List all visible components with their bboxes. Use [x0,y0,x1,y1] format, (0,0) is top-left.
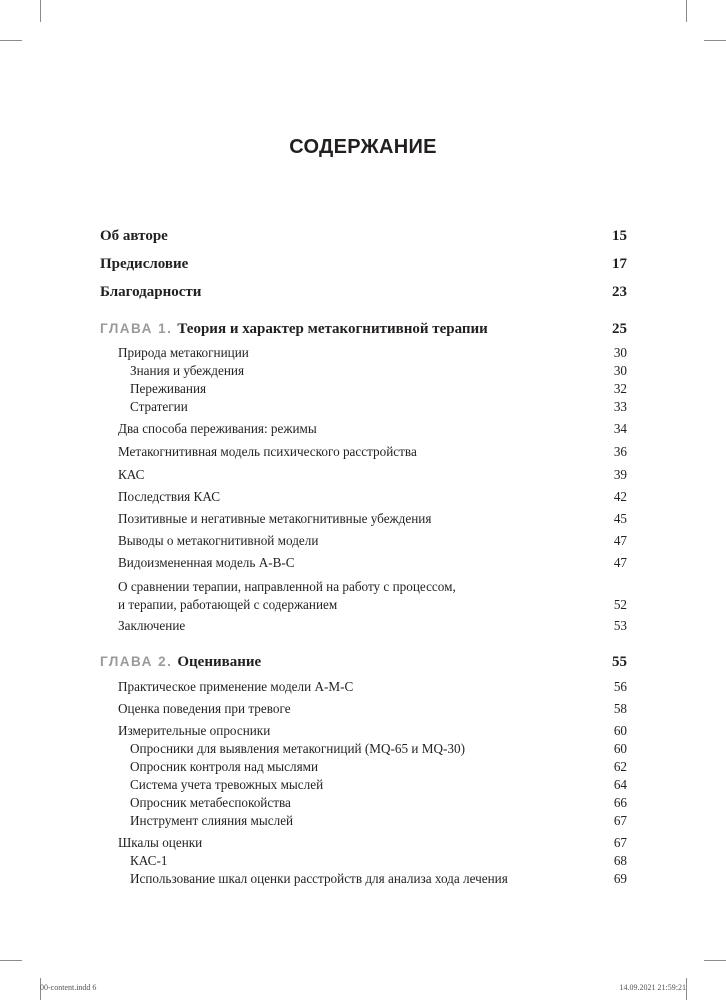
toc-section-page: 42 [613,489,627,504]
toc-section-label: Позитивные и негативные метакогнитивные убеждения [118,511,432,526]
toc-entry-label: Предисловие [100,256,189,272]
toc-section[interactable] [118,511,627,527]
toc-section-label: Заключение [118,618,186,633]
crop-mark [0,40,22,41]
chapter-prefix: ГЛАВА 1. [100,321,173,336]
toc-subsection[interactable] [130,795,627,811]
crop-mark [704,960,726,961]
toc-entry-label: Благодарности [100,284,202,300]
toc-section-page: 47 [613,555,627,570]
toc-entry-page: 17 [612,256,627,272]
crop-mark [686,978,687,1000]
toc-section[interactable] [118,345,627,361]
page-title: СОДЕРЖАНИЕ [289,136,437,158]
footer-filename: 00-content.indd 6 [40,983,97,992]
toc-section-label: Практическое применение модели А-М-С [118,679,354,694]
toc-section-label: Измерительные опросники [118,723,271,738]
toc-section-label: Опросник метабеспокойства [130,795,291,810]
toc-section-page: 30 [613,345,627,360]
toc-section-page: 32 [613,381,627,396]
toc-section-page: 56 [613,679,627,694]
toc-section[interactable] [118,533,627,549]
toc-section-page: 39 [613,467,627,482]
toc-section-label: Шкалы оценки [118,835,203,850]
chapter-title: Оценивание [177,654,262,670]
toc-section[interactable] [118,723,627,739]
toc-section-page: 33 [613,399,627,414]
toc-section[interactable] [118,467,627,483]
toc-section-page: 62 [613,759,627,774]
toc-section-page: 60 [613,723,627,738]
toc-section[interactable] [118,835,627,851]
toc-section-label: Переживания [130,381,207,396]
toc-section-page: 47 [613,533,627,548]
toc-chapter-2[interactable] [100,654,627,671]
toc-section-page: 45 [613,511,627,526]
toc-section-label: Опросники для выявления метакогниций (MQ-65 и MQ-30) [130,741,465,756]
toc-section-label: Два способа переживания: режимы [118,421,317,436]
toc-entry-page: 55 [612,654,627,670]
toc-entry-label: Об авторе [100,228,168,244]
toc-subsection[interactable] [130,777,627,793]
toc-section-page: 60 [613,741,627,756]
chapter-prefix: ГЛАВА 2. [100,654,173,669]
toc-section-label: Последствия КАС [118,489,220,504]
toc-section[interactable] [118,489,627,505]
toc-subsection[interactable] [130,381,627,397]
toc-section-label: Выводы о метакогнитивной модели [118,533,319,548]
toc-subsection[interactable] [130,813,627,829]
toc-section-page: 64 [613,777,627,792]
crop-mark [704,40,726,41]
toc-entry-acknowledgements[interactable] [100,284,627,301]
toc-subsection[interactable] [130,399,627,415]
toc-section-page: 66 [613,795,627,810]
toc-section-label: Система учета тревожных мыслей [130,777,324,792]
toc-section-label: О сравнении терапии, направленной на работу с процессом, [118,579,456,594]
toc-entry-about-author[interactable] [100,228,627,245]
toc-section-label: КАС [118,467,145,482]
toc-subsection[interactable] [130,871,627,887]
footer-timestamp: 14.09.2021 21:59:21 [619,983,686,992]
toc-entry-page: 25 [612,321,627,337]
toc-entry-page: 15 [612,228,627,244]
toc-subsection[interactable] [130,741,627,757]
toc-section-label: Стратегии [130,399,188,414]
toc-section[interactable] [118,421,627,437]
crop-mark [40,0,41,22]
toc-section-page: 53 [613,618,627,633]
toc-section-label: КАС-1 [130,853,168,868]
toc-subsection[interactable] [130,759,627,775]
toc-section[interactable] [118,578,627,614]
toc-section-page: 67 [613,835,627,850]
toc-subsection[interactable] [130,363,627,379]
toc-section-page: 69 [613,871,627,886]
chapter-title: Теория и характер метакогнитивной терапии [177,321,488,337]
toc-section-label: Метакогнитивная модель психического расстройства [118,444,417,459]
crop-mark [686,0,687,22]
toc-subsection[interactable] [130,853,627,869]
toc-section-page: 68 [613,853,627,868]
toc-section-label: Инструмент слияния мыслей [130,813,294,828]
toc-section-label: Оценка поведения при тревоге [118,701,291,716]
toc-section-label: Знания и убеждения [130,363,245,378]
toc-section-label: и терапии, работающей с содержанием [118,597,338,612]
toc-entry-page: 23 [612,284,627,300]
toc-section-page: 52 [613,597,627,612]
toc-section-label: Опросник контроля над мыслями [130,759,319,774]
toc-section-page: 34 [613,421,627,436]
toc-entry-preface[interactable] [100,256,627,273]
toc-section[interactable] [118,618,627,634]
crop-mark [0,960,22,961]
toc-section[interactable] [118,555,627,571]
toc-chapter-1[interactable] [100,321,627,338]
toc-section-label: Видоизмененная модель А-В-С [118,555,295,570]
toc-section-label: Природа метакогниции [118,345,249,360]
toc-section-page: 36 [613,444,627,459]
toc-section-page: 58 [613,701,627,716]
toc-section-page: 30 [613,363,627,378]
toc-section[interactable] [118,444,627,460]
toc-section-page: 67 [613,813,627,828]
toc-section[interactable] [118,679,627,695]
toc-section[interactable] [118,701,627,717]
toc-section-label: Использование шкал оценки расстройств для анализа хода лечения [130,871,508,886]
